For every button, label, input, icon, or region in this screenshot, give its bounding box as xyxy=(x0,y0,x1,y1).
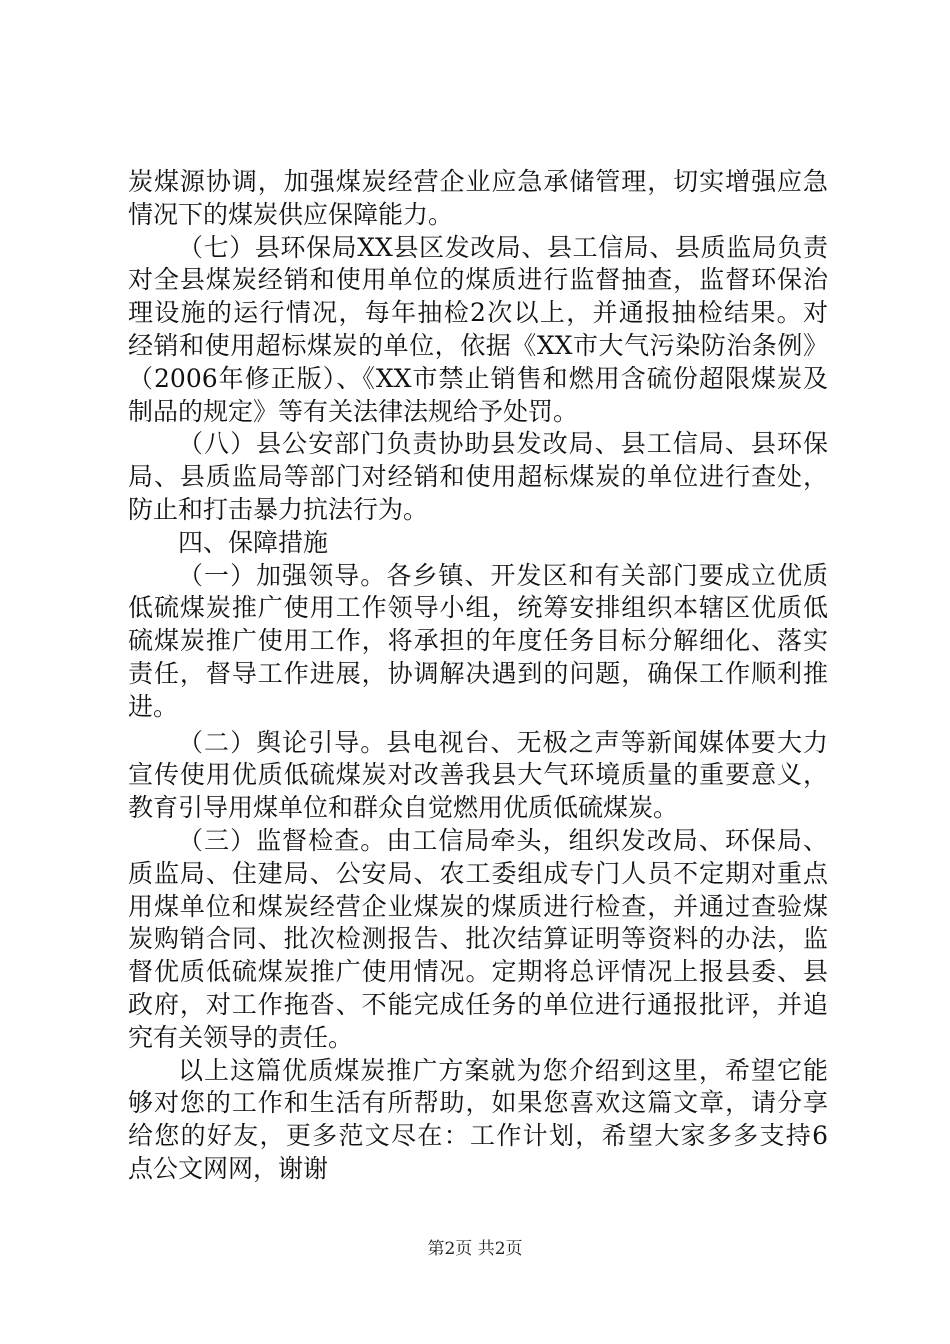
text-line: 究有关领导的责任。 xyxy=(128,1022,354,1052)
text-line: 责任，督导工作进展，协调解决遇到的问题，确保工作顺利推 xyxy=(128,658,828,688)
text-line: 炭煤源协调，加强煤炭经营企业应急承储管理，切实增强应急 xyxy=(128,167,828,196)
text-line: 政府，对工作拖沓、不能完成任务的单位进行通报批评，并追 xyxy=(128,989,828,1019)
text-line: （八）县公安部门负责协助县发改局、县工信局、县环保 xyxy=(178,429,828,459)
text-line: 局、县质监局等部门对经销和使用超标煤炭的单位进行查处， xyxy=(128,462,828,492)
text-line: （七）县环保局XX县区发改局、县工信局、县质监局负责 xyxy=(178,232,828,262)
paragraph-item-7 xyxy=(128,232,828,429)
text-line: 以上这篇优质煤炭推广方案就为您介绍到这里，希望它能 xyxy=(178,1055,828,1085)
text-line: 进。 xyxy=(128,691,179,721)
text-line: 情况下的煤炭供应保障能力。 xyxy=(128,199,454,229)
text-line: （三）监督检查。由工信局牵头，组织发改局、环保局、 xyxy=(178,825,828,855)
text-line: 防止和打击暴力抗法行为。 xyxy=(128,494,429,524)
text-line: （二）舆论引导。县电视台、无极之声等新闻媒体要大力 xyxy=(178,727,828,757)
document-body xyxy=(128,166,828,1186)
paragraph-item-8 xyxy=(128,428,828,526)
paragraph-continuation xyxy=(128,166,828,232)
text-line: 质监局、住建局、公安局、农工委组成专门人员不定期对重点 xyxy=(128,858,828,888)
text-line: 宣传使用优质低硫煤炭对改善我县大气环境质量的重要意义， xyxy=(128,760,828,790)
text-line: （2006年修正版）、《XX市禁止销售和燃用含硫份超限煤炭及 xyxy=(128,363,828,393)
text-line: 硫煤炭推广使用工作，将承担的年度任务目标分解细化、落实 xyxy=(128,626,828,656)
page-number-footer: 第2页 共2页 xyxy=(427,1239,523,1259)
text-line: 经销和使用超标煤炭的单位，依据《XX市大气污染防治条例》 xyxy=(128,330,828,360)
text-line: 用煤单位和煤炭经营企业煤炭的煤质进行检查，并通过查验煤 xyxy=(128,891,828,921)
text-line: 点公文网网，谢谢 xyxy=(128,1153,329,1183)
paragraph-measure-2 xyxy=(128,727,828,825)
paragraph-closing xyxy=(128,1055,828,1186)
text-line: 低硫煤炭推广使用工作领导小组，统筹安排组织本辖区优质低 xyxy=(128,593,828,623)
section-heading: 四、保障措施 xyxy=(178,527,329,557)
text-line: 够对您的工作和生活有所帮助，如果您喜欢这篇文章，请分享 xyxy=(128,1088,828,1118)
text-line: 督优质低硫煤炭推广使用情况。定期将总评情况上报县委、县 xyxy=(128,957,828,987)
text-line: 理设施的运行情况，每年抽检2次以上，并通报抽检结果。对 xyxy=(128,298,828,328)
text-line: （一）加强领导。各乡镇、开发区和有关部门要成立优质 xyxy=(178,560,828,590)
text-line: 给您的好友，更多范文尽在：工作计划，希望大家多多支持6 xyxy=(128,1121,828,1151)
section-heading-4 xyxy=(128,527,828,560)
paragraph-measure-3 xyxy=(128,825,828,1055)
paragraph-measure-1 xyxy=(128,560,828,724)
text-line: 对全县煤炭经销和使用单位的煤质进行监督抽查，监督环保治 xyxy=(128,265,828,295)
text-line: 制品的规定》等有关法律法规给予处罚。 xyxy=(128,396,579,426)
text-line: 教育引导用煤单位和群众自觉燃用优质低硫煤炭。 xyxy=(128,793,679,823)
text-line: 炭购销合同、批次检测报告、批次结算证明等资料的办法，监 xyxy=(128,924,828,954)
